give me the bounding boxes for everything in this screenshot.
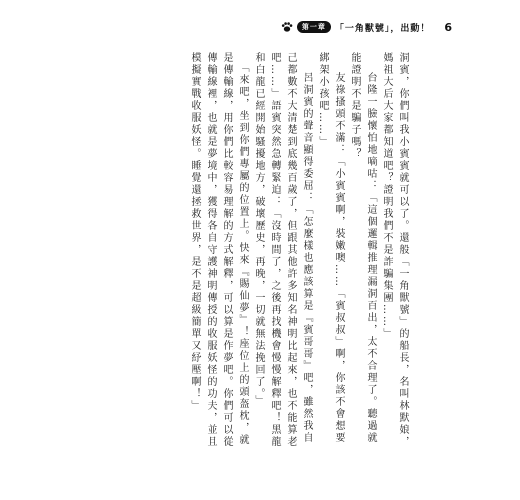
running-header [281,20,452,34]
paw-icon [281,21,293,33]
paragraph: 台隆一臉懷怕地嘀咕：「這個邏輯推理漏洞百出，太不合理了。聽過就能證明不是騙子嗎？ [349,52,376,444]
paragraph: 「來吧，坐到你們專屬的位置上。快來『賜仙夢』！座位上的頭盔枕，就是傳輸線，用你們比較容易理解的方式解釋，可以算是作夢吧。你們可以從傳輸線裡，也就是夢境中，獲得各自守護神明傳授的收服妖怪的功夫，並且模擬實戰收服妖怪。睡覺還拯救世界，是不是超級簡單又紓壓啊！」 [189,52,248,448]
chapter-badge: 第一章 [297,21,331,33]
paragraph: 洞賓，你們叫我小賓賓就可以了。還般「一角獸號」的船長，名叫林默娘，媽祖大后大家都知道吧？證明我們不是詐騙集團……」 [381,52,408,448]
chapter-title: 「一角獸號」，出動！ [334,23,431,34]
paragraph: 呂洞賓的聲音顯得委屈：「怎麼樣也應該算是『賓哥哥』吧，雖然我自己都數不大清楚到底幾百歲了，但跟其他許多知名神明比起來，也不能算老吧……」語賓突然急轉緊迫：「沒時間了，之後再找機會慢慢解釋吧！黑龍和白龍已經開始騷擾地方，破壞歷史，再晚，一切就無法挽回了。」 [253,52,312,448]
paragraph: 友祿搔頭不滿：「小賓賓啊，裝嫩噢……「賓叔叔」啊，你該不會想要綁架小孩吧……」 [317,52,344,444]
page-number: 6 [444,20,452,34]
body-text [110,52,410,452]
